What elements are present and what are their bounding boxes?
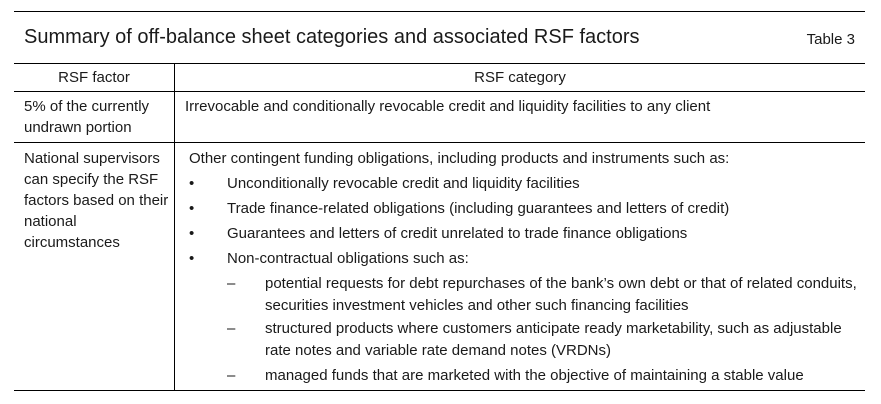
bullet-text: Guarantees and letters of credit unrelated to trade finance obligations [227,225,688,242]
dash-marker: – [227,320,236,337]
bullet-marker: • [189,200,195,217]
header-bottom-rule [14,91,865,92]
table-number: Table 3 [806,31,855,48]
dash-marker: – [227,275,236,292]
bullet-marker: • [189,250,195,267]
header-top-rule [14,63,865,64]
top-rule [14,11,865,12]
bottom-rule [14,390,865,391]
bullet-text: Non-contractual obligations such as: [227,250,469,267]
row-1-category: Irrevocable and conditionally revocable credit and liquidity facilities to any client [185,98,711,115]
column-header-category: RSF category [474,69,566,86]
row-divider [14,142,865,143]
sub-bullet-text: potential requests for debt repurchases of the bank’s own debt or that of related conduits, securities investment vehicles and other such financing facilities [265,275,857,314]
row-2-factor: National supervisors can specify the RSF factors based on their national circumstances [24,150,169,251]
bullet-marker: • [189,225,195,242]
bullet-marker: • [189,175,195,192]
sub-bullet-text: structured products where customers anticipate ready marketability, such as adjustable rate notes and variable rate demand notes (VRDNs) [265,320,842,359]
dash-marker: – [227,367,236,384]
column-divider [174,63,175,390]
table-title: Summary of off-balance sheet categories and associated RSF factors [24,26,640,48]
row-2-intro: Other contingent funding obligations, including products and instruments such as: [189,150,730,167]
table-3 [14,11,865,391]
sub-bullet-text: managed funds that are marketed with the objective of maintaining a stable value [265,367,804,384]
bullet-text: Trade finance-related obligations (including guarantees and letters of credit) [227,200,730,217]
column-header-factor: RSF factor [58,69,130,86]
row-1-factor: 5% of the currently undrawn portion [24,98,150,136]
bullet-text: Unconditionally revocable credit and liquidity facilities [227,175,580,192]
